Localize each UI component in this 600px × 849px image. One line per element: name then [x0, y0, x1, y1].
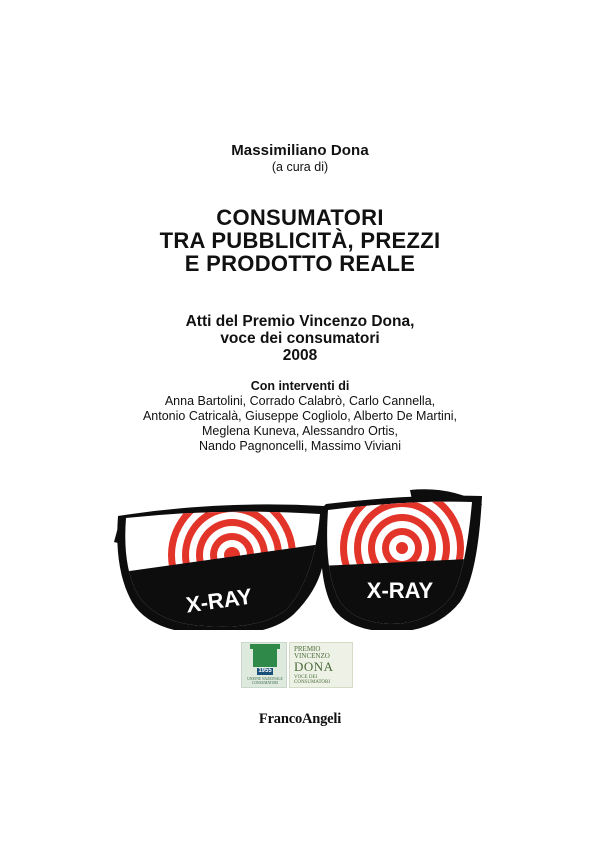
contributors-line: Nando Pagnoncelli, Massimo Viviani	[199, 439, 401, 453]
premio-dona-logo	[289, 642, 353, 688]
title-line: TRA PUBBLICITÀ, PREZZI	[159, 228, 441, 253]
sponsor-logos	[241, 642, 353, 688]
xray-glasses-illustration	[110, 480, 490, 630]
unc-logo-year: 1955	[258, 668, 272, 674]
unc-logo	[241, 642, 287, 688]
contributors-heading: Con interventi di	[250, 379, 350, 393]
publisher-name: FrancoAngeli	[258, 711, 342, 727]
premio-logo-line: PREMIO	[294, 645, 321, 653]
premio-logo-line: CONSUMATORI	[294, 680, 331, 685]
subtitle-line: voce dei consumatori	[220, 330, 380, 347]
unc-logo-caption-line: UNIONE NAZIONALE	[247, 677, 283, 681]
editor-name: Massimiliano Dona	[231, 142, 369, 159]
contributors-list	[0, 394, 600, 454]
premio-logo-line: DONA	[294, 659, 334, 674]
contributors-line: Anna Bartolini, Corrado Calabrò, Carlo Cannella,	[164, 394, 436, 408]
xray-label-left: X-RAY	[184, 583, 254, 618]
book-subtitle	[0, 313, 600, 364]
premio-logo-line: VOCE DEI	[294, 675, 318, 680]
editor-role: (a cura di)	[271, 160, 329, 174]
contributors-line: Meglena Kuneva, Alessandro Ortis,	[202, 424, 398, 438]
unc-logo-caption	[243, 677, 287, 685]
title-line: CONSUMATORI	[216, 205, 384, 230]
xray-label-right: X-RAY	[366, 578, 434, 603]
building-icon	[253, 649, 277, 667]
subtitle-line: Atti del Premio Vincenzo Dona,	[185, 313, 415, 330]
unc-logo-caption-line: CONSUMATORI	[252, 681, 278, 685]
premio-logo-line: VINCENZO	[294, 652, 330, 660]
contributors-line: Antonio Catricalà, Giuseppe Cogliolo, Alberto De Martini,	[142, 409, 458, 423]
book-title	[0, 206, 600, 275]
title-line: E PRODOTTO REALE	[184, 251, 416, 276]
subtitle-line: 2008	[282, 347, 318, 364]
